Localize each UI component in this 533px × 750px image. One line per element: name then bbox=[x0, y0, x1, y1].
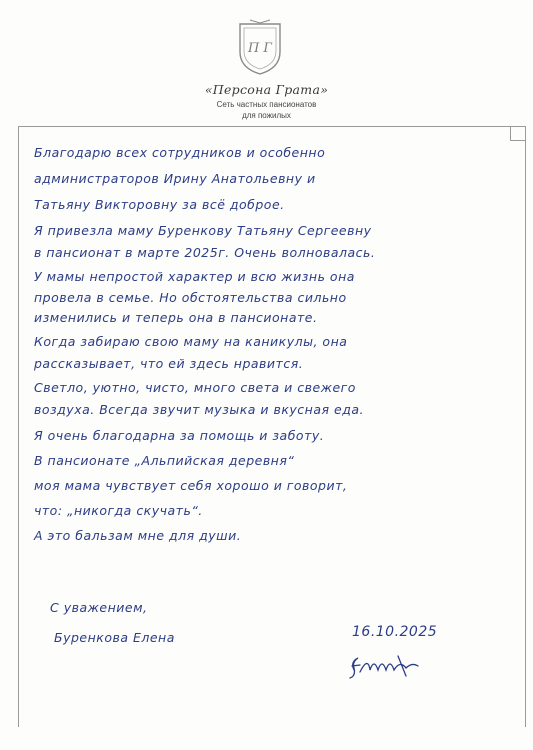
letter-line-4: Я привезла маму Буренкову Татьяну Сергеевну bbox=[34, 223, 372, 238]
letter-line-12: воздуха. Всегда звучит музыка и вкусная еда. bbox=[34, 402, 364, 417]
tagline-line-1: Сеть частных пансионатов bbox=[216, 100, 317, 109]
letter-line-17: А это бальзам мне для души. bbox=[34, 528, 242, 543]
letter-line-15: моя мама чувствует себя хорошо и говорит, bbox=[34, 478, 348, 493]
letter-line-8: изменились и теперь она в пансионате. bbox=[34, 310, 318, 325]
letter-line-9: Когда забираю свою маму на каникулы, она bbox=[34, 334, 348, 349]
brand-name: «Персона Грата» bbox=[204, 82, 329, 97]
letter-line-7: провела в семье. Но обстоятельства сильно bbox=[34, 290, 347, 305]
frame-corner-mark bbox=[510, 126, 525, 141]
letter-line-3: Татьяну Викторовну за всё доброе. bbox=[34, 197, 285, 212]
letter-line-14: В пансионате „Альпийская деревня“ bbox=[34, 453, 295, 468]
letter-line-5: в пансионат в марте 2025г. Очень волновалась. bbox=[34, 245, 376, 260]
letter-date: 16.10.2025 bbox=[352, 624, 438, 640]
tagline-line-2: для пожилых bbox=[242, 111, 291, 120]
letter-line-11: Светло, уютно, чисто, много света и свежего bbox=[34, 380, 356, 395]
logo-monogram: П Г bbox=[247, 41, 273, 56]
letter-line-6: У мамы непростой характер и всю жизнь она bbox=[34, 269, 355, 284]
handwritten-signature bbox=[346, 648, 436, 684]
closing-phrase: С уважением, bbox=[50, 600, 148, 615]
letter-line-10: рассказывает, что ей здесь нравится. bbox=[34, 356, 304, 371]
letter-line-2: администраторов Ирину Анатольевну и bbox=[34, 171, 316, 186]
persona-grata-logo bbox=[236, 18, 284, 76]
signer-name: Буренкова Елена bbox=[54, 630, 175, 645]
letter-line-16: что: „никогда скучать“. bbox=[34, 503, 203, 518]
letter-line-13: Я очень благодарна за помощь и заботу. bbox=[34, 428, 325, 443]
letter-line-1: Благодарю всех сотрудников и особенно bbox=[34, 145, 326, 160]
